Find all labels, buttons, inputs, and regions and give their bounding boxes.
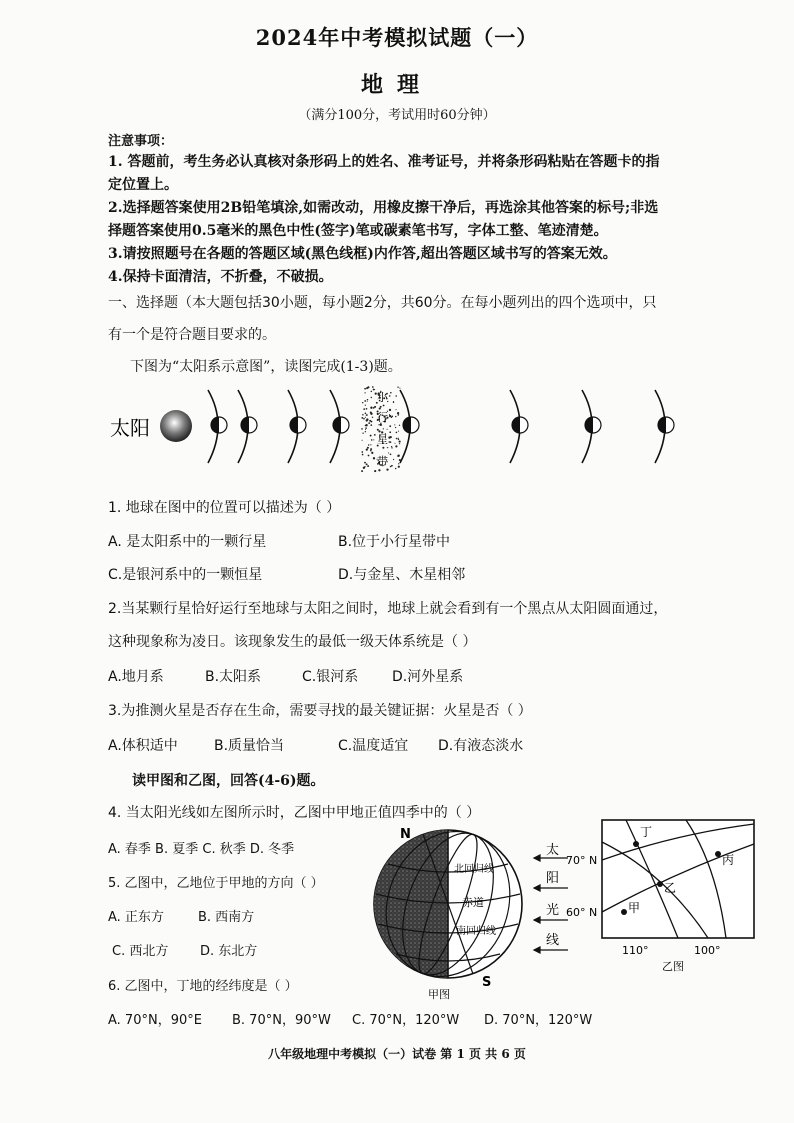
q4-stem: 4. 当太阳光线如左图所示时，乙图中甲地正值四季中的（ ） xyxy=(108,805,481,821)
equator-label: 赤道 xyxy=(462,896,484,909)
q1-option-a: A. 是太阳系中的一颗行星 xyxy=(108,534,267,550)
sunlight-char-4: 线 xyxy=(546,933,560,948)
q3-option-a: A.体积适中 xyxy=(108,738,178,754)
q6-option-b: B. 70°N，90°W xyxy=(232,1013,331,1028)
q2-stem-2: 这种现象称为凌日。该现象发生的最低一级天体系统是（ ） xyxy=(108,634,477,650)
q1-option-c: C.是银河系中的一颗恒星 xyxy=(108,567,263,583)
section-heading-cont: 有一个是符合题目要求的。 xyxy=(108,327,276,343)
q3-option-b: B.质量恰当 xyxy=(214,738,285,754)
point-yi: 乙 xyxy=(664,881,677,895)
q2-option-a: A.地月系 xyxy=(108,669,164,685)
q5-stem: 5. 乙图中，乙地位于甲地的方向（ ） xyxy=(108,876,324,891)
south-tropic-label: 南回归线 xyxy=(456,926,496,937)
north-label: N xyxy=(400,827,411,842)
lon-100-label: 100° xyxy=(694,944,721,957)
sunlight-char-3: 光 xyxy=(546,903,560,918)
q3-stem: 3.为推测火星是否存在生命，需要寻找的最关键证据：火星是否（ ） xyxy=(108,703,532,719)
q2-option-b: B.太阳系 xyxy=(205,669,262,685)
globe-figure xyxy=(366,822,576,1002)
q2-stem-1: 2.当某颗行星恰好运行至地球与太阳之间时，地球上就会看到有一个黑点从太阳圆面通过， xyxy=(108,601,668,617)
planet-icons xyxy=(211,417,674,433)
q4-options: A. 春季 B. 夏季 C. 秋季 D. 冬季 xyxy=(108,842,295,857)
note-line-1: 1. 答题前，考生务必认真核对条形码上的姓名、准考证号，并将条形码粘贴在答题卡的指 xyxy=(108,154,660,170)
q1-option-b: B.位于小行星带中 xyxy=(338,534,451,550)
q3-option-c: C.温度适宜 xyxy=(338,738,409,754)
grid-caption: 乙图 xyxy=(662,960,684,973)
q2-option-c: C.银河系 xyxy=(302,669,359,685)
intro-solar: 下图为“太阳系示意图”，读图完成(1-3)题。 xyxy=(130,359,402,375)
lat-70-label: 70° N xyxy=(566,854,598,867)
subject-title: 地理 xyxy=(360,72,433,98)
score-info: （满分100分，考试用时60分钟） xyxy=(298,108,496,123)
q6-option-a: A. 70°N，90°E xyxy=(108,1013,202,1028)
grid-figure xyxy=(566,814,766,974)
q6-stem: 6. 乙图中，丁地的经纬度是（ ） xyxy=(108,979,298,994)
solar-system-diagram xyxy=(100,385,700,480)
globe-caption: 甲图 xyxy=(428,988,450,1001)
q1-stem: 1. 地球在图中的位置可以描述为（ ） xyxy=(108,500,341,516)
note-line-4: 择题答案使用0.5毫米的黑色中性(签字)笔或碳素笔书写，字体工整、笔迹清楚。 xyxy=(108,223,608,239)
q6-option-d: D. 70°N，120°W xyxy=(484,1013,593,1028)
q2-option-d: D.河外星系 xyxy=(392,669,464,685)
belt-label-3: 星 xyxy=(377,433,388,446)
notes-heading: 注意事项： xyxy=(108,134,174,149)
point-jia: 甲 xyxy=(628,901,641,915)
page-footer: 八年级地理中考模拟（一）试卷 第 1 页 共 6 页 xyxy=(268,1047,526,1061)
q5-option-b: B. 西南方 xyxy=(198,910,255,925)
point-ding: 丁 xyxy=(640,825,653,839)
belt-label-4: 带 xyxy=(377,455,388,468)
q6-option-c: C. 70°N，120°W xyxy=(352,1013,460,1028)
lat-60-label: 60° N xyxy=(566,906,598,919)
q3-option-d: D.有液态淡水 xyxy=(438,738,524,754)
belt-label-1: 小 xyxy=(377,391,388,404)
intro-figures: 读甲图和乙图，回答(4-6)题。 xyxy=(132,773,325,789)
lon-110-label: 110° xyxy=(622,944,649,957)
note-line-5: 3.请按照题号在各题的答题区域(黑色线框)内作答,超出答题区域书写的答案无效。 xyxy=(108,246,617,262)
note-line-2: 定位置上。 xyxy=(108,177,178,193)
north-tropic-label: 北回归线 xyxy=(454,864,494,875)
note-line-3: 2.选择题答案使用2B铅笔填涂,如需改动，用橡皮擦干净后，再选涂其他答案的标号;非选 xyxy=(108,200,659,216)
south-label: S xyxy=(482,975,492,990)
sun-label: 太阳 xyxy=(110,416,150,440)
note-line-6: 4.保持卡面清洁，不折叠，不破损。 xyxy=(108,269,333,285)
belt-label-2: 行 xyxy=(377,411,388,424)
q5-option-d: D. 东北方 xyxy=(200,944,258,959)
section-heading: 一、选择题（本大题包括30小题，每小题2分，共60分。在每小题列出的四个选项中，只 xyxy=(108,295,657,311)
sunlight-char-2: 阳 xyxy=(546,871,560,886)
exam-title: 2024年中考模拟试题（一） xyxy=(255,25,539,50)
point-bing: 丙 xyxy=(722,853,735,867)
sun-icon xyxy=(160,410,192,442)
sunlight-char-1: 太 xyxy=(546,843,560,858)
q5-option-c: C. 西北方 xyxy=(112,944,169,959)
q5-option-a: A. 正东方 xyxy=(108,910,164,925)
q1-option-d: D.与金星、木星相邻 xyxy=(338,567,466,583)
